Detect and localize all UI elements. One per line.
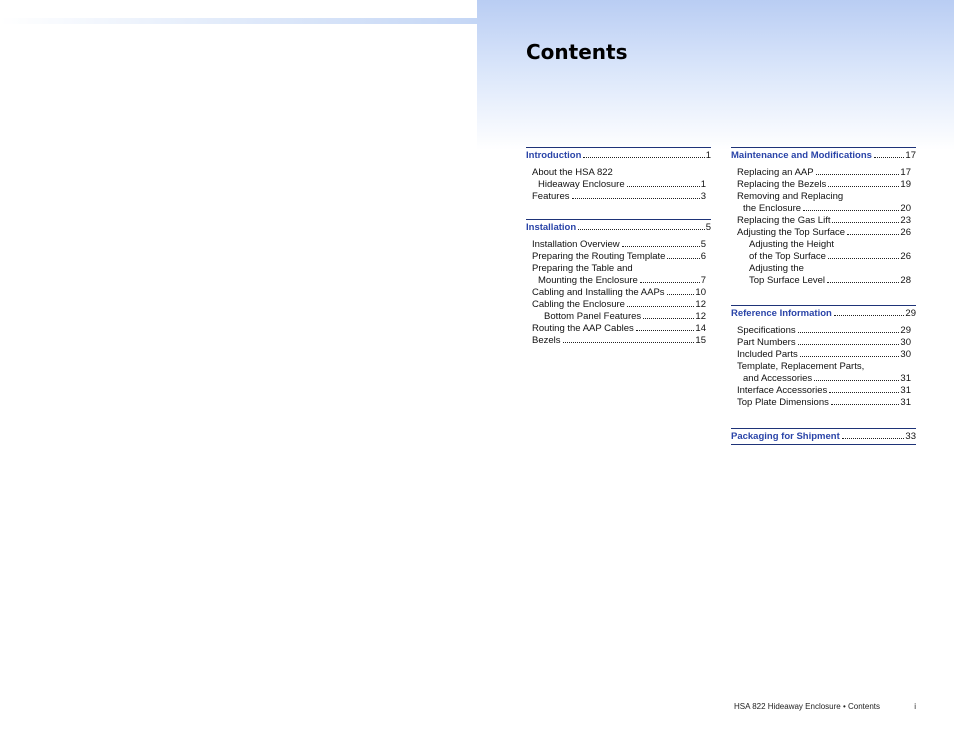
toc-page-number: 31 — [900, 385, 911, 396]
toc-page-number: 14 — [695, 323, 706, 334]
toc-entry-text: Cabling the Enclosure — [532, 299, 625, 310]
footer-text: HSA 822 Hideaway Enclosure • Contents — [734, 702, 880, 711]
dot-leader — [627, 186, 700, 187]
toc-page-number: 6 — [700, 251, 706, 262]
toc-column-left — [526, 147, 711, 363]
toc-entry-text: Preparing the Routing Template — [532, 251, 666, 262]
top-decorative-strip — [0, 18, 477, 24]
toc-page-number: 1 — [700, 179, 706, 190]
toc-section-packaging — [731, 428, 916, 445]
toc-section-title[interactable]: Installation — [526, 222, 577, 233]
dot-leader — [563, 342, 695, 343]
toc-entry[interactable] — [737, 191, 911, 215]
toc-page-number: 5 — [705, 222, 711, 233]
toc-entry-text: Part Numbers — [737, 337, 796, 348]
toc-entry-text: Routing the AAP Cables — [532, 323, 634, 334]
toc-section-heading[interactable] — [731, 305, 916, 320]
toc-entry-first-line: Preparing the Table and — [532, 263, 633, 274]
dot-leader — [816, 174, 900, 175]
toc-page-number: 19 — [900, 179, 911, 190]
toc-page-number: 20 — [900, 203, 911, 214]
toc-entry-text: the Enclosure — [743, 203, 802, 214]
toc-entries — [731, 167, 916, 287]
toc-entry-text: Bottom Panel Features — [544, 311, 642, 322]
toc-entry-text: Bezels — [532, 335, 561, 346]
toc-page-number: 31 — [900, 373, 911, 384]
toc-entry[interactable] — [737, 361, 911, 385]
toc-entry-text: Hideaway Enclosure — [538, 179, 625, 190]
dot-leader — [578, 229, 705, 230]
dot-leader — [667, 258, 699, 259]
toc-entry-first-line: Adjusting the — [749, 263, 804, 274]
toc-entry-text: Replacing the Bezels — [737, 179, 827, 190]
toc-entry-text: Replacing an AAP — [737, 167, 814, 178]
toc-entry[interactable] — [532, 287, 706, 299]
toc-section-heading[interactable] — [526, 147, 711, 162]
toc-entry[interactable] — [532, 311, 706, 323]
dot-leader — [828, 186, 899, 187]
toc-section-introduction — [526, 147, 711, 203]
page-footer — [734, 702, 916, 711]
toc-page-number: 30 — [900, 337, 911, 348]
toc-page-number: 33 — [905, 431, 916, 442]
toc-page-number: 5 — [700, 239, 706, 250]
dot-leader — [798, 344, 900, 345]
toc-column-right — [731, 147, 916, 461]
dot-leader — [640, 282, 700, 283]
header-gradient-panel — [477, 0, 954, 150]
toc-entry[interactable] — [737, 325, 911, 337]
page-title: Contents — [526, 40, 628, 64]
toc-entry-text: Replacing the Gas Lift — [737, 215, 831, 226]
toc-page-number: 17 — [900, 167, 911, 178]
toc-page-number: 3 — [700, 191, 706, 202]
toc-page-number: 31 — [900, 397, 911, 408]
toc-section-reference — [731, 305, 916, 409]
dot-leader — [827, 282, 899, 283]
dot-leader — [847, 234, 899, 235]
toc-page-number: 15 — [695, 335, 706, 346]
toc-entry[interactable] — [737, 167, 911, 179]
toc-entry-text: Specifications — [737, 325, 796, 336]
toc-entry-text: Top Plate Dimensions — [737, 397, 829, 408]
toc-page-number: 26 — [900, 227, 911, 238]
dot-leader — [622, 246, 700, 247]
dot-leader — [829, 392, 899, 393]
toc-page-number: 10 — [695, 287, 706, 298]
toc-section-title[interactable]: Introduction — [526, 150, 582, 161]
toc-page-number: 12 — [695, 311, 706, 322]
footer-page-number: i — [914, 702, 916, 711]
toc-section-installation — [526, 219, 711, 347]
toc-page-number: 26 — [900, 251, 911, 262]
toc-entry-first-line: Removing and Replacing — [737, 191, 844, 202]
toc-section-heading[interactable] — [526, 219, 711, 234]
toc-entry-text: Installation Overview — [532, 239, 620, 250]
toc-page-number: 1 — [705, 150, 711, 161]
toc-entry[interactable] — [532, 251, 706, 263]
toc-entry-first-line: About the HSA 822 — [532, 167, 613, 178]
toc-section-title[interactable]: Maintenance and Modifications — [731, 150, 872, 161]
toc-entry-text: Features — [532, 191, 570, 202]
toc-entry[interactable] — [737, 263, 911, 287]
toc-entries — [526, 239, 711, 347]
toc-entry-first-line: Adjusting the Height — [749, 239, 835, 250]
dot-leader — [832, 222, 899, 223]
toc-page-number: 29 — [905, 308, 916, 319]
toc-section-title[interactable]: Packaging for Shipment — [731, 431, 840, 442]
toc-entry[interactable] — [737, 239, 911, 263]
toc-entry-text: Included Parts — [737, 349, 798, 360]
dot-leader — [828, 258, 899, 259]
dot-leader — [627, 306, 694, 307]
toc-entry-text: Top Surface Level — [749, 275, 826, 286]
toc-entry[interactable] — [737, 179, 911, 191]
toc-page-number: 7 — [700, 275, 706, 286]
toc-entry[interactable] — [532, 299, 706, 311]
toc-entry[interactable] — [532, 323, 706, 335]
toc-entry[interactable] — [737, 385, 911, 397]
toc-section-title[interactable]: Reference Information — [731, 308, 832, 319]
toc-entry[interactable] — [532, 239, 706, 251]
toc-section-heading[interactable] — [731, 428, 916, 445]
dot-leader — [643, 318, 694, 319]
toc-entry-text: Adjusting the Top Surface — [737, 227, 846, 238]
toc-entry-text: Interface Accessories — [737, 385, 828, 396]
toc-entry[interactable] — [532, 191, 706, 203]
toc-entry[interactable] — [737, 337, 911, 349]
toc-section-maintenance — [731, 147, 916, 287]
toc-page-number: 23 — [900, 215, 911, 226]
dot-leader — [800, 356, 900, 357]
toc-page-number: 17 — [905, 150, 916, 161]
dot-leader — [667, 294, 695, 295]
dot-leader — [803, 210, 899, 211]
toc-entry-text: Mounting the Enclosure — [538, 275, 638, 286]
dot-leader — [583, 157, 704, 158]
toc-entry-text: Cabling and Installing the AAPs — [532, 287, 665, 298]
toc-entries — [731, 325, 916, 409]
toc-page-number: 30 — [900, 349, 911, 360]
toc-entry[interactable] — [532, 335, 706, 347]
toc-entry-first-line: Template, Replacement Parts, — [737, 361, 865, 372]
toc-entry-text: and Accessories — [743, 373, 813, 384]
toc-entry[interactable] — [532, 167, 706, 191]
dot-leader — [834, 315, 905, 316]
toc-page-number: 28 — [900, 275, 911, 286]
toc-entry[interactable] — [737, 397, 911, 409]
toc-entry[interactable] — [737, 349, 911, 361]
toc-entry[interactable] — [737, 227, 911, 239]
dot-leader — [636, 330, 695, 331]
toc-page-number: 12 — [695, 299, 706, 310]
dot-leader — [572, 198, 700, 199]
dot-leader — [874, 157, 904, 158]
dot-leader — [842, 438, 905, 439]
toc-section-heading[interactable] — [731, 147, 916, 162]
toc-entries — [526, 167, 711, 203]
toc-page-number: 29 — [900, 325, 911, 336]
toc-entry-text: of the Top Surface — [749, 251, 826, 262]
toc-entry[interactable] — [737, 215, 911, 227]
dot-leader — [814, 380, 899, 381]
dot-leader — [798, 332, 900, 333]
toc-entry[interactable] — [532, 263, 706, 287]
dot-leader — [831, 404, 900, 405]
